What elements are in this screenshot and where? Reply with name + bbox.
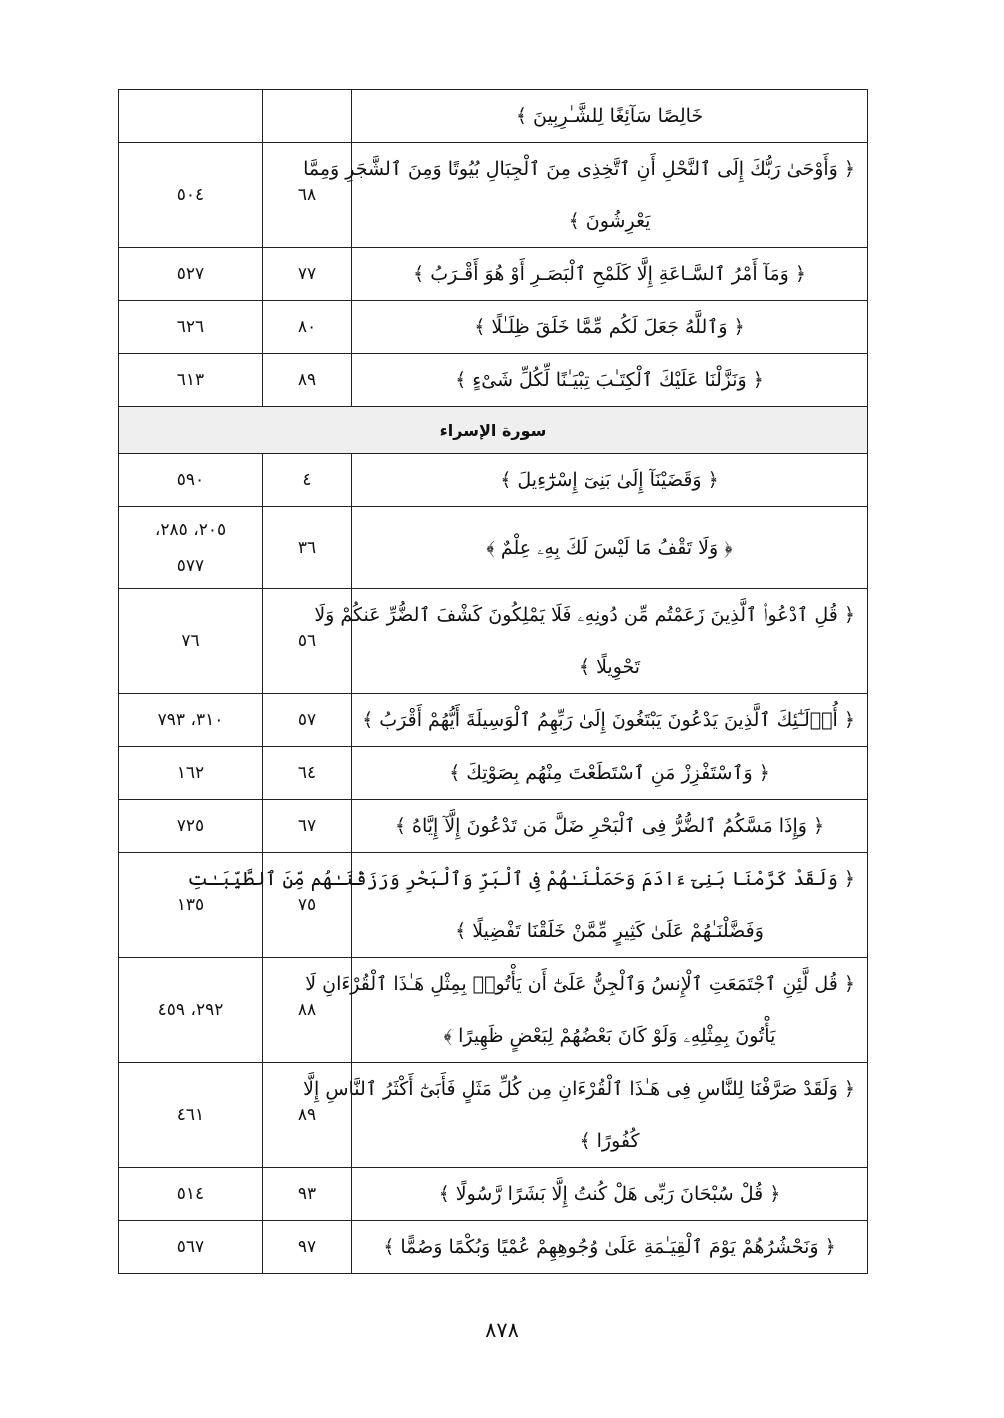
verse-text-cell <box>352 90 868 143</box>
page-reference-line: ٥٧٧ <box>176 555 205 576</box>
table-row <box>119 800 868 853</box>
verse-text-cell <box>352 301 868 354</box>
verse-text-cell <box>352 248 868 301</box>
page-reference-cell: ٦٢٦ <box>119 301 263 354</box>
verse-number-cell: ٨٩ <box>263 1063 352 1168</box>
verse-line: ﴿ وَلَقَدْ صَرَّفْنَا لِلنَّاسِ فِى هَـٰذَا ٱلْقُرْءَانِ مِن كُلِّ مَثَلٍ فَأَبَىٰٓ أَكْثَرُ ٱلنَّاسِ إِلَّا <box>303 1078 855 1100</box>
page-reference-line: ٢٠٥، ٢٨٥، <box>154 519 227 540</box>
verse-line: ﴿ قُل لَّئِنِ ٱجْتَمَعَتِ ٱلْإِنسُ وَٱلْجِنُّ عَلَىٰٓ أَن يَأْتُوا۟ بِمِثْلِ هَـٰذَا ٱلْقُرْءَانِ لَا <box>305 973 855 995</box>
verse-line: ﴿ وَلَقَدْ كَرَّمْنَا بَنِىٓ ءَادَمَ وَحَمَلْنَـٰهُمْ فِى ٱلْبَرِّ وَٱلْبَحْرِ وَرَزَقْنَـٰهُم مِّنَ ٱلطَّيِّبَـٰتِ <box>187 868 855 890</box>
page-reference-cell: ٥١٤ <box>119 1168 263 1221</box>
verse-number-cell: ٨٨ <box>263 958 352 1063</box>
verse-line: خَالِصًا سَآئِغًا لِلشَّـٰرِبِينَ ﴾ <box>515 105 704 127</box>
verse-number-cell: ٣٦ <box>263 507 352 589</box>
verse-text-cell <box>314 589 868 694</box>
verse-text-cell <box>352 1221 868 1274</box>
table-row <box>119 248 868 301</box>
page-reference-cell: ٢٩٢، ٤٥٩ <box>119 958 263 1063</box>
page-reference-cell: ٦١٣ <box>119 354 263 407</box>
page-reference-cell <box>119 90 263 143</box>
table-row <box>119 694 868 747</box>
verse-number-cell: ٧٥ <box>263 853 352 958</box>
surah-header-row <box>119 407 868 454</box>
table-row <box>119 589 868 694</box>
table-row <box>119 143 868 248</box>
verse-line: كُفُورًا ﴾ <box>579 1130 640 1152</box>
verse-number-cell: ٤ <box>263 454 352 507</box>
verse-number-cell: ٧٧ <box>263 248 352 301</box>
page-reference-cell: ٣١٠، ٧٩٣ <box>119 694 263 747</box>
verse-line: تَحْوِيلًا ﴾ <box>578 656 641 678</box>
page-reference-cell: ٥٦٧ <box>119 1221 263 1274</box>
verse-number-cell: ٩٧ <box>263 1221 352 1274</box>
verse-line: ﴿ وَلَا تَقْفُ مَا لَيْسَ لَكَ بِهِۦ عِلْمٌ ﴾ <box>486 536 733 559</box>
table-row <box>119 853 868 958</box>
verse-number-cell <box>263 90 352 143</box>
verse-number-cell: ٥٧ <box>263 694 352 747</box>
verse-line: ﴿ وَٱللَّهُ جَعَلَ لَكُم مِّمَّا خَلَقَ ظِلَـٰلًا ﴾ <box>474 316 745 338</box>
table-row <box>119 301 868 354</box>
page-reference-cell: ٥٢٧ <box>119 248 263 301</box>
verse-number-cell: ٨٠ <box>263 301 352 354</box>
table-row <box>119 507 868 589</box>
verse-text-cell <box>352 354 868 407</box>
verse-index-table <box>118 89 868 1274</box>
verse-number-cell: ٦٨ <box>263 143 352 248</box>
verse-text-cell <box>352 800 868 853</box>
verse-line: ﴿ وَقَضَيْنَآ إِلَىٰ بَنِىٓ إِسْرَٰٓءِيلَ ﴾ <box>500 469 719 491</box>
page-reference-cell: ١٦٢ <box>119 747 263 800</box>
verse-text-cell <box>352 1168 868 1221</box>
page-reference-cell <box>119 507 263 589</box>
verse-number-cell: ٦٤ <box>263 747 352 800</box>
table-row <box>119 1221 868 1274</box>
page-reference-cell: ٧٦ <box>119 589 263 694</box>
table-row <box>119 90 868 143</box>
table-row <box>119 1168 868 1221</box>
verse-number-cell: ٦٧ <box>263 800 352 853</box>
surah-title: سورة الإسراء <box>119 407 868 454</box>
verse-text-cell <box>352 507 868 589</box>
page-reference-cell: ١٣٥ <box>119 853 263 958</box>
table-row <box>119 958 868 1063</box>
verse-line: ﴿ وَنَحْشُرُهُمْ يَوْمَ ٱلْقِيَـٰمَةِ عَلَىٰ وُجُوهِهِمْ عُمْيًا وَبُكْمًا وَصُمًّا ﴾ <box>383 1236 836 1258</box>
verse-number-cell: ٩٣ <box>263 1168 352 1221</box>
page-reference-cell: ٤٦١ <box>119 1063 263 1168</box>
table-row <box>119 354 868 407</box>
verse-line: ﴿ قُلْ سُبْحَانَ رَبِّى هَلْ كُنتُ إِلَّا بَشَرًا رَّسُولًا ﴾ <box>438 1183 781 1205</box>
verse-line: ﴿ وَنَزَّلْنَا عَلَيْكَ ٱلْكِتَـٰبَ تِبْيَـٰنًا لِّكُلِّ شَىْءٍ ﴾ <box>455 369 764 391</box>
table-row <box>119 1063 868 1168</box>
verse-line: يَعْرِشُونَ ﴾ <box>568 210 651 232</box>
verse-line: ﴿ وَإِذَا مَسَّكُمُ ٱلضُّرُّ فِى ٱلْبَحْرِ ضَلَّ مَن تَدْعُونَ إِلَّآ إِيَّاهُ ﴾ <box>394 815 825 837</box>
verse-text-cell <box>352 747 868 800</box>
verse-line: ﴿ أُو۟لَـٰٓئِكَ ٱلَّذِينَ يَدْعُونَ يَبْتَغُونَ إِلَىٰ رَبِّهِمُ ٱلْوَسِيلَةَ أَيُّهُمْ أَقْرَبُ ﴾ <box>362 709 855 731</box>
page-reference-cell: ٧٢٥ <box>119 800 263 853</box>
verse-line: ﴿ قُلِ ٱدْعُوا۟ ٱلَّذِينَ زَعَمْتُم مِّن دُونِهِۦ فَلَا يَمْلِكُونَ كَشْفَ ٱلضُّرِّ عَنكُمْ وَلَا <box>314 604 855 626</box>
verse-line: يَأْتُونَ بِمِثْلِهِۦ وَلَوْ كَانَ بَعْضُهُمْ لِبَعْضٍ ظَهِيرًا ﴾ <box>443 1025 776 1047</box>
verse-number-cell: ٥٦ <box>263 589 352 694</box>
verse-line: ﴿ وَأَوْحَىٰ رَبُّكَ إِلَى ٱلنَّحْلِ أَنِ ٱتَّخِذِى مِنَ ٱلْجِبَالِ بُيُوتًا وَمِنَ ٱلشَّجَرِ وَمِمَّا <box>303 158 855 180</box>
verse-line: ﴿ وَٱسْتَفْزِزْ مَنِ ٱسْتَطَعْتَ مِنْهُم بِصَوْتِكَ ﴾ <box>449 762 770 784</box>
page-number: ٨٧٨ <box>485 1318 519 1342</box>
table-row <box>119 747 868 800</box>
page-reference-cell: ٥٠٤ <box>119 143 263 248</box>
page-reference-cell: ٥٩٠ <box>119 454 263 507</box>
verse-line: ﴿ وَمَآ أَمْرُ ٱلسَّـاعَةِ إِلَّا كَلَمْحِ ٱلْبَصَـرِ أَوْ هُوَ أَقْـرَبُ ﴾ <box>413 263 806 285</box>
verse-text-cell <box>352 454 868 507</box>
verse-text-cell <box>352 694 868 747</box>
verse-number-cell: ٨٩ <box>263 354 352 407</box>
table-row <box>119 454 868 507</box>
verse-line: وَفَضَّلْنَـٰهُمْ عَلَىٰ كَثِيرٍ مِّمَّنْ خَلَقْنَا تَفْضِيلًا ﴾ <box>455 920 764 942</box>
